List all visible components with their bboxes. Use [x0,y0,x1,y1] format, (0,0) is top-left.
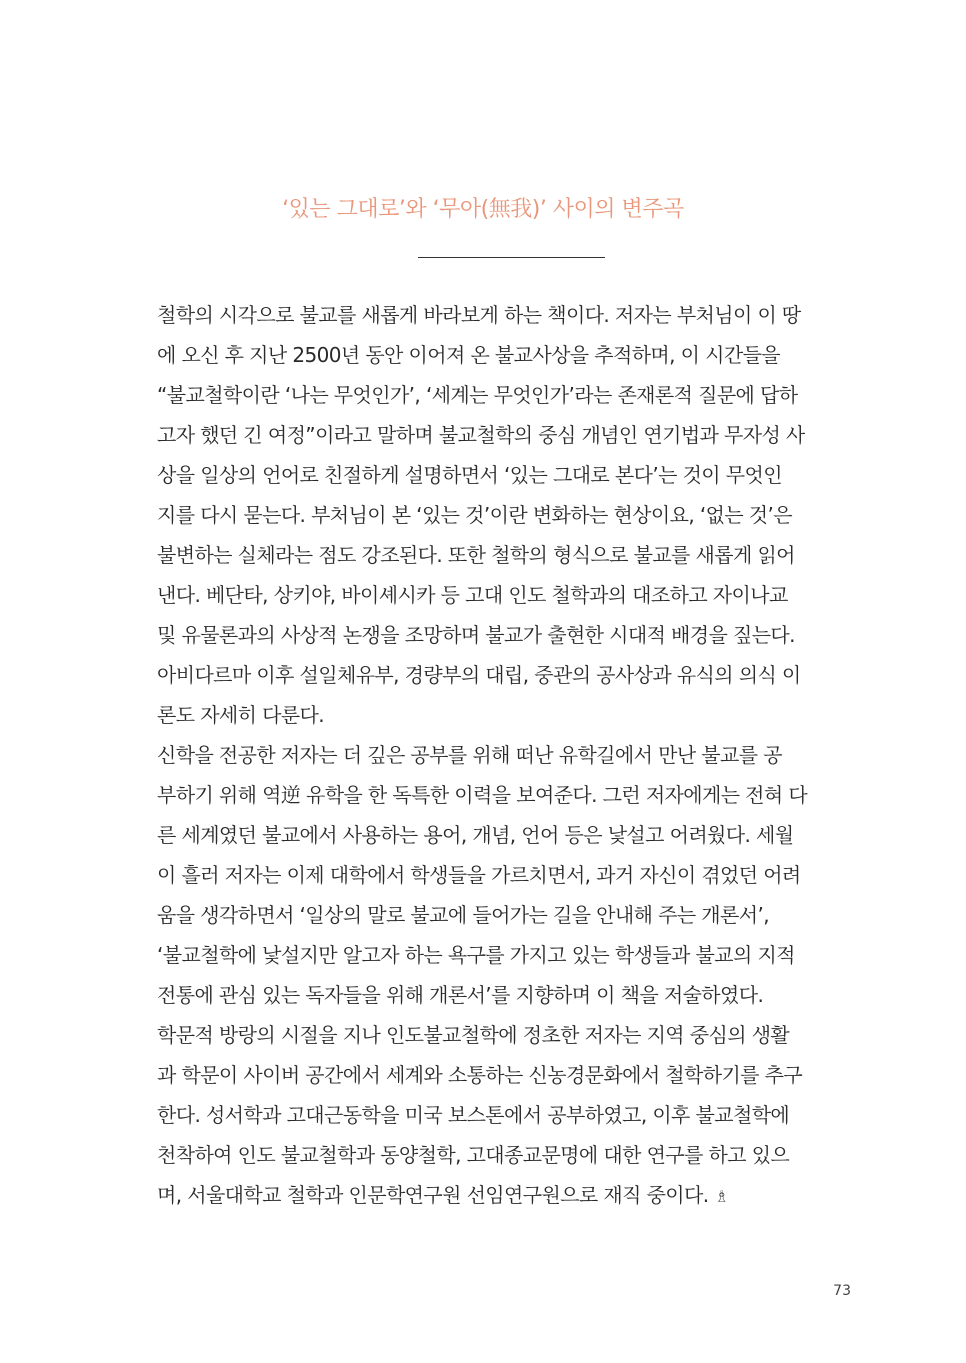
body-text [157,295,851,1215]
text-line: 철학의 시각으로 불교를 새롭게 바라보게 하는 책이다. 저자는 부처님이 이 땅 [157,303,801,327]
text-line: 신학을 전공한 저자는 더 깊은 공부를 위해 떠난 유학길에서 만난 불교를 공 [157,743,782,767]
text-line: 상을 일상의 언어로 친절하게 설명하면서 ‘있는 그대로 본다’는 것이 무엇인 [157,463,782,487]
text-line: 른 세계였던 불교에서 사용하는 용어, 개념, 언어 등은 낯설고 어려웠다. 세월 [157,823,794,847]
text-line: 학문적 방랑의 시절을 지나 인도불교철학에 정초한 저자는 지역 중심의 생활 [157,1023,790,1047]
text-line: 과 학문이 사이버 공간에서 세계와 소통하는 신농경문화에서 철학하기를 추구 [157,1063,803,1087]
text-line-content: 며, 서울대학교 철학과 인문학연구원 선임연구원으로 재직 중이다. [157,1183,709,1207]
text-line-last [157,1175,851,1215]
text-line: “불교철학이란 ‘나는 무엇인가’, ‘세계는 무엇인가’라는 존재론적 질문에 답하 [157,383,798,407]
text-line: 부하기 위해 역逆 유학을 한 독특한 이력을 보여준다. 그런 저자에게는 전혀 다 [157,783,808,807]
text-line: 지를 다시 묻는다. 부처님이 본 ‘있는 것’이란 변화하는 현상이요, ‘없는 것’은 [157,503,792,527]
text-line: 에 오신 후 지난 2500년 동안 이어져 온 불교사상을 추적하며, 이 시간들을 [157,343,781,367]
section-title: ‘있는 그대로’와 ‘무아(無我)’ 사이의 변주곡 [282,197,684,222]
text-line: 론도 자세히 다룬다. [157,703,325,727]
text-line: 천착하여 인도 불교철학과 동양철학, 고대종교문명에 대한 연구를 하고 있으 [157,1143,790,1167]
text-line: 움을 생각하면서 ‘일상의 말로 불교에 들어가는 길을 안내해 주는 개론서’, [157,903,769,927]
title-divider [418,257,605,258]
text-line: 아비다르마 이후 설일체유부, 경량부의 대립, 중관의 공사상과 유식의 의식 이 [157,663,801,687]
text-line: ‘불교철학에 낯설지만 알고자 하는 욕구를 가지고 있는 학생들과 불교의 지적 [157,943,795,967]
text-line: 한다. 성서학과 고대근동학을 미국 보스톤에서 공부하였고, 이후 불교철학에 [157,1103,790,1127]
text-line: 및 유물론과의 사상적 논쟁을 조망하며 불교가 출현한 시대적 배경을 짚는다. [157,623,795,647]
end-mark-icon: ♗ [714,1187,729,1206]
text-line: 이 흘러 저자는 이제 대학에서 학생들을 가르치면서, 과거 자신이 겪었던 어려 [157,863,801,887]
page-number: 73 [833,1283,851,1299]
text-line: 불변하는 실체라는 점도 강조된다. 또한 철학의 형식으로 불교를 새롭게 읽어 [157,543,795,567]
text-line: 낸다. 베단타, 상키야, 바이셰시카 등 고대 인도 철학과의 대조하고 자이나교 [157,583,788,607]
text-line: 전통에 관심 있는 독자들을 위해 개론서’를 지향하며 이 책을 저술하였다. [157,983,764,1007]
text-line: 고자 했던 긴 여정”이라고 말하며 불교철학의 중심 개념인 연기법과 무자성 사 [157,423,805,447]
